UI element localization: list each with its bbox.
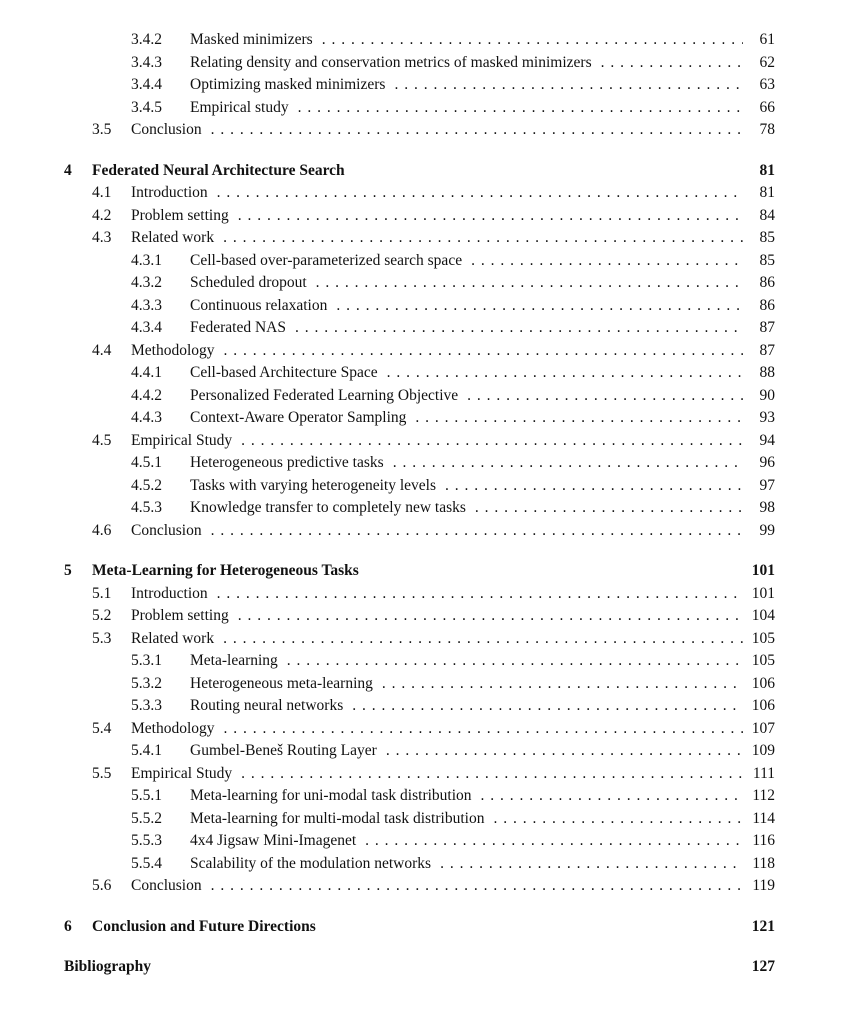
entry-number: 4.3 xyxy=(92,229,112,246)
entry-number: 4.4.1 xyxy=(131,364,162,381)
entry-number: 3.4.4 xyxy=(131,76,162,93)
toc-entry xyxy=(64,317,775,340)
dot-leader xyxy=(224,718,743,741)
dot-leader xyxy=(238,605,743,628)
entry-title: Related work xyxy=(131,229,215,246)
toc-entry xyxy=(64,160,775,183)
entry-page: 105 xyxy=(751,652,775,669)
dot-leader xyxy=(322,29,743,52)
entry-page: 66 xyxy=(759,98,775,116)
entry-title: Cell-based Architecture Space xyxy=(190,364,378,381)
entry-title: Meta-Learning for Heterogeneous Tasks xyxy=(92,562,359,579)
entry-title: Related work xyxy=(131,629,215,647)
entry-number: 4.1 xyxy=(92,184,112,201)
entry-number: 4.4.3 xyxy=(131,409,162,426)
entry-title: Scalability of the modulation networks xyxy=(190,854,432,872)
entry-number: 5.3.1 xyxy=(131,652,162,669)
entry-number: 4.3.1 xyxy=(131,251,162,269)
toc-entry xyxy=(64,29,775,52)
entry-title: Problem setting xyxy=(131,607,229,624)
entry-title: Conclusion xyxy=(131,877,202,894)
dot-leader xyxy=(211,119,743,142)
entry-title: Conclusion xyxy=(131,121,202,138)
dot-leader xyxy=(382,673,743,696)
toc-entry xyxy=(64,718,775,741)
toc-entry xyxy=(64,362,775,385)
entry-page: 96 xyxy=(759,454,775,471)
entry-title: Tasks with varying heterogeneity levels xyxy=(190,476,436,494)
entry-page: 127 xyxy=(751,958,775,975)
dot-leader xyxy=(440,853,743,876)
entry-page: 116 xyxy=(752,832,775,849)
entry-title: Bibliography xyxy=(64,958,151,975)
toc-entry xyxy=(64,407,775,430)
dot-leader xyxy=(445,475,743,498)
entry-page: 87 xyxy=(759,319,775,336)
toc-entry xyxy=(64,272,775,295)
dot-leader xyxy=(238,205,743,228)
toc-entry xyxy=(64,740,775,763)
dot-leader xyxy=(223,628,743,651)
dot-leader xyxy=(223,227,743,250)
entry-page: 101 xyxy=(751,584,775,602)
dot-leader xyxy=(365,830,743,853)
toc-entry xyxy=(64,560,775,583)
entry-page: 63 xyxy=(759,76,775,93)
entry-number: 5 xyxy=(64,562,72,579)
toc-entry xyxy=(64,520,775,543)
entry-number: 5.6 xyxy=(92,877,112,894)
entry-title: Empirical study xyxy=(190,98,289,116)
toc-entry xyxy=(64,763,775,786)
dot-leader xyxy=(217,182,743,205)
entry-number: 5.5.3 xyxy=(131,832,162,849)
entry-title: Knowledge transfer to completely new tasks xyxy=(190,499,466,516)
toc-entry xyxy=(64,808,775,831)
entry-page: 106 xyxy=(751,697,775,714)
entry-page: 101 xyxy=(751,562,775,579)
toc-entry xyxy=(64,785,775,808)
entry-page: 88 xyxy=(759,364,775,381)
entry-page: 112 xyxy=(752,787,775,804)
entry-title: Meta-learning xyxy=(190,652,278,669)
entry-number: 5.5.2 xyxy=(131,809,162,827)
dot-leader xyxy=(415,407,743,430)
entry-number: 4.4.2 xyxy=(131,386,162,404)
toc-entry xyxy=(64,452,775,475)
dot-leader xyxy=(481,785,743,808)
toc-entry xyxy=(64,430,775,453)
entry-page: 61 xyxy=(759,31,775,48)
toc-entry xyxy=(64,182,775,205)
dot-leader xyxy=(387,362,743,385)
toc-entry xyxy=(64,250,775,273)
entry-title: Routing neural networks xyxy=(190,697,344,714)
entry-number: 5.5 xyxy=(92,764,112,782)
toc-entry xyxy=(64,956,775,979)
entry-title: Problem setting xyxy=(131,206,229,224)
dot-leader xyxy=(217,583,743,606)
toc-entry xyxy=(64,673,775,696)
entry-title: Personalized Federated Learning Objective xyxy=(190,386,459,404)
entry-title: Scheduled dropout xyxy=(190,274,307,291)
entry-number: 5.2 xyxy=(92,607,112,624)
toc-entry xyxy=(64,916,775,939)
toc-entry xyxy=(64,52,775,75)
entry-page: 85 xyxy=(759,229,775,246)
entry-page: 118 xyxy=(752,854,775,872)
toc-entry xyxy=(64,227,775,250)
entry-title: Introduction xyxy=(131,184,208,201)
dot-leader xyxy=(493,808,743,831)
entry-number: 5.5.4 xyxy=(131,854,162,872)
entry-title: Methodology xyxy=(131,719,215,737)
entry-number: 6 xyxy=(64,917,72,935)
dot-leader xyxy=(316,272,743,295)
entry-page: 97 xyxy=(759,476,775,494)
entry-number: 5.1 xyxy=(92,584,112,602)
entry-title: Conclusion and Future Directions xyxy=(92,917,316,935)
entry-number: 4.5.3 xyxy=(131,499,162,516)
entry-title: Meta-learning for uni-modal task distribution xyxy=(190,787,472,804)
entry-number: 5.5.1 xyxy=(131,787,162,804)
entry-title: Optimizing masked minimizers xyxy=(190,76,386,93)
dot-leader xyxy=(467,385,743,408)
toc-entry xyxy=(64,830,775,853)
dot-leader xyxy=(287,650,743,673)
dot-leader xyxy=(601,52,743,75)
entry-page: 105 xyxy=(751,629,775,647)
entry-title: Heterogeneous predictive tasks xyxy=(190,454,384,471)
entry-number: 4.3.4 xyxy=(131,319,162,336)
entry-page: 81 xyxy=(759,161,775,179)
entry-page: 62 xyxy=(759,53,775,71)
toc-entry xyxy=(64,853,775,876)
entry-number: 4.5 xyxy=(92,431,112,449)
entry-title: Context-Aware Operator Sampling xyxy=(190,409,407,426)
entry-number: 3.4.5 xyxy=(131,98,162,116)
entry-page: 86 xyxy=(759,274,775,291)
dot-leader xyxy=(241,763,743,786)
toc-entry xyxy=(64,695,775,718)
entry-number: 4.6 xyxy=(92,521,112,539)
entry-title: Continuous relaxation xyxy=(190,296,328,314)
entry-page: 87 xyxy=(759,341,775,359)
entry-number: 4.3.3 xyxy=(131,296,162,314)
entry-page: 106 xyxy=(751,674,775,692)
toc-entry xyxy=(64,583,775,606)
entry-number: 5.3.3 xyxy=(131,697,162,714)
entry-page: 121 xyxy=(751,917,775,935)
dot-leader xyxy=(471,250,743,273)
entry-number: 4.3.2 xyxy=(131,274,162,291)
entry-number: 3.4.3 xyxy=(131,53,162,71)
entry-page: 99 xyxy=(759,521,775,539)
entry-page: 98 xyxy=(759,499,775,516)
entry-title: Methodology xyxy=(131,341,215,359)
entry-number: 3.5 xyxy=(92,121,112,138)
entry-page: 85 xyxy=(759,251,775,269)
toc-entry xyxy=(64,74,775,97)
entry-number: 5.4 xyxy=(92,719,112,737)
dot-leader xyxy=(241,430,743,453)
toc-list xyxy=(64,29,775,979)
entry-title: Federated NAS xyxy=(190,319,286,336)
dot-leader xyxy=(386,740,743,763)
entry-title: Empirical Study xyxy=(131,431,233,449)
entry-page: 90 xyxy=(759,386,775,404)
toc-entry xyxy=(64,875,775,898)
entry-title: Meta-learning for multi-modal task distribution xyxy=(190,809,485,827)
entry-number: 4 xyxy=(64,161,72,179)
dot-leader xyxy=(298,97,743,120)
entry-title: Gumbel-Beneš Routing Layer xyxy=(190,742,377,759)
toc-entry xyxy=(64,97,775,120)
entry-title: 4x4 Jigsaw Mini-Imagenet xyxy=(190,832,357,849)
entry-number: 3.4.2 xyxy=(131,31,162,48)
dot-leader xyxy=(394,74,743,97)
dot-leader xyxy=(352,695,743,718)
entry-number: 5.3.2 xyxy=(131,674,162,692)
entry-number: 5.4.1 xyxy=(131,742,162,759)
entry-title: Cell-based over-parameterized search space xyxy=(190,251,463,269)
entry-page: 78 xyxy=(759,121,775,138)
entry-number: 4.4 xyxy=(92,341,112,359)
toc-entry xyxy=(64,650,775,673)
entry-page: 81 xyxy=(759,184,775,201)
entry-title: Federated Neural Architecture Search xyxy=(92,161,345,179)
entry-page: 114 xyxy=(752,809,775,827)
dot-leader xyxy=(211,875,743,898)
toc-entry xyxy=(64,475,775,498)
entry-page: 111 xyxy=(752,764,775,782)
dot-leader xyxy=(475,497,743,520)
dot-leader xyxy=(295,317,743,340)
toc-entry xyxy=(64,628,775,651)
entry-title: Empirical Study xyxy=(131,764,233,782)
entry-page: 86 xyxy=(759,296,775,314)
toc-entry xyxy=(64,605,775,628)
dot-leader xyxy=(224,340,743,363)
entry-title: Relating density and conservation metrics of masked minimizers xyxy=(190,53,592,71)
toc-entry xyxy=(64,205,775,228)
entry-page: 93 xyxy=(759,409,775,426)
toc-entry xyxy=(64,340,775,363)
entry-number: 5.3 xyxy=(92,629,112,647)
entry-number: 4.5.1 xyxy=(131,454,162,471)
toc-entry xyxy=(64,497,775,520)
entry-page: 119 xyxy=(752,877,775,894)
entry-title: Masked minimizers xyxy=(190,31,313,48)
entry-title: Heterogeneous meta-learning xyxy=(190,674,373,692)
dot-leader xyxy=(336,295,743,318)
entry-number: 4.5.2 xyxy=(131,476,162,494)
entry-page: 107 xyxy=(751,719,775,737)
dot-leader xyxy=(393,452,743,475)
entry-page: 94 xyxy=(759,431,775,449)
entry-page: 104 xyxy=(751,607,775,624)
entry-title: Introduction xyxy=(131,584,208,602)
entry-title: Conclusion xyxy=(131,521,202,539)
entry-number: 4.2 xyxy=(92,206,112,224)
dot-leader xyxy=(211,520,743,543)
toc-entry xyxy=(64,119,775,142)
entry-page: 84 xyxy=(759,206,775,224)
toc-entry xyxy=(64,295,775,318)
entry-page: 109 xyxy=(751,742,775,759)
toc-entry xyxy=(64,385,775,408)
